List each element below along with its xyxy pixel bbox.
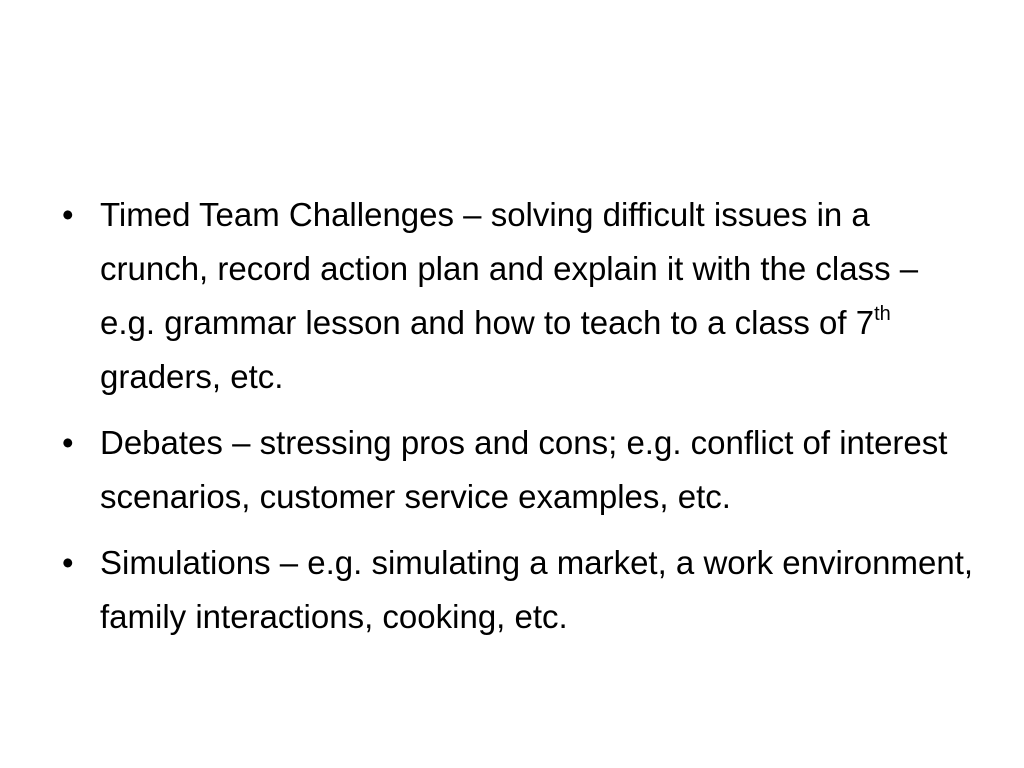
bullet-item-simulations <box>60 536 980 644</box>
bullet-text-simulations: Simulations – e.g. simulating a market, a work environment, family interactions, cooking, etc. <box>100 544 974 635</box>
bullet-item-timed-team-challenges <box>60 188 980 404</box>
bullet-item-debates <box>60 416 980 524</box>
bullet-marker: • <box>62 196 74 233</box>
bullet-list <box>60 188 980 656</box>
bullet-text-main: Timed Team Challenges – solving difficult issues in a crunch, record action plan and explain it with the class – e.g. grammar lesson and how to teach to a class of 7 <box>100 196 919 341</box>
bullet-text-tail: graders, etc. <box>100 358 284 395</box>
ordinal-superscript: th <box>874 303 891 325</box>
bullet-text-timed-team-challenges <box>100 188 980 404</box>
bullet-marker: • <box>62 424 74 461</box>
bullet-marker: • <box>62 544 74 581</box>
bullet-text-debates: Debates – stressing pros and cons; e.g. conflict of interest scenarios, customer service examples, etc. <box>100 424 948 515</box>
